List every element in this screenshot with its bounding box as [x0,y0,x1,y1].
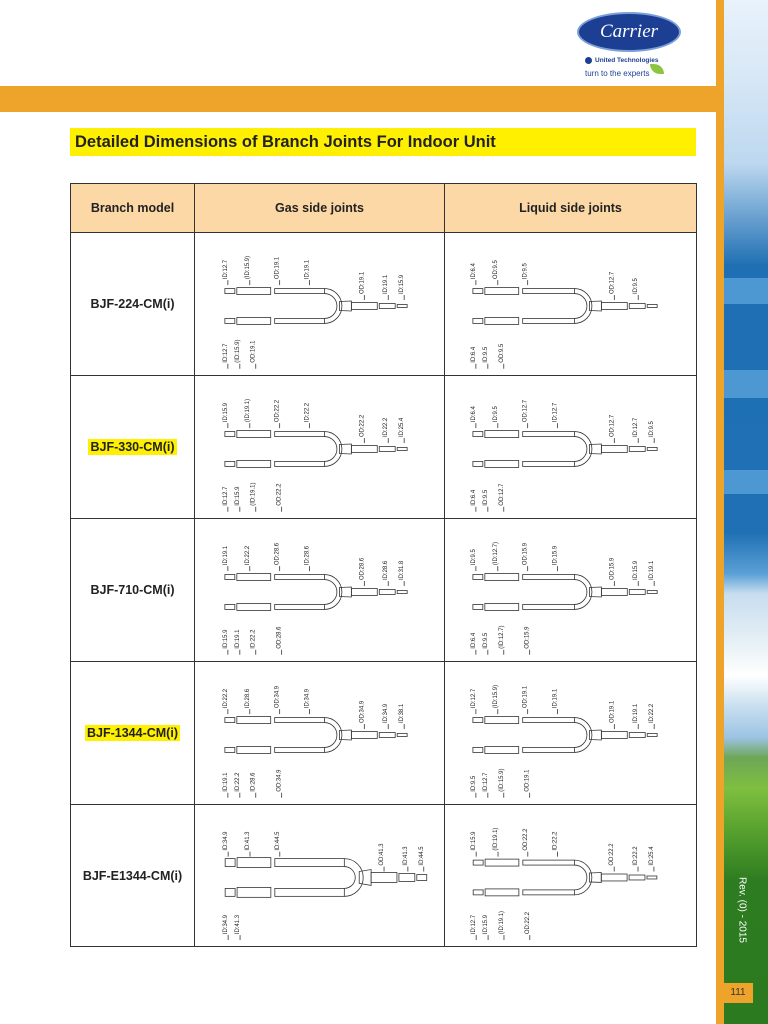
branch-joint-drawing [195,662,444,804]
dimension-label: ID:28.6 [244,688,251,709]
pipe-segment [647,876,657,879]
dimension-label: ID:28.6 [383,560,390,581]
u-bend [324,580,336,605]
dimension-label: ID:12.7 [222,343,229,363]
header-liquid-side-joints: Liquid side joints [445,184,697,233]
pipe-segment [647,590,657,593]
dimension-label: ID:19.1 [304,259,311,280]
dimension-label: ID:28.6 [304,545,311,566]
pipe-segment [397,304,407,307]
gas-side-joint-diagram [195,662,445,805]
pipe-segment [225,747,235,752]
dimension-label: OD:22.2 [276,483,283,506]
pipe-segment [473,604,483,609]
dimension-label: ID:41.3 [245,831,251,851]
pipe-segment [225,432,235,437]
dimension-label: ID:6.4 [470,406,477,423]
dimension-label: OD:19.1 [522,685,529,709]
dimension-label: ID:9.5 [482,489,489,506]
table-row [71,805,697,947]
liquid-side-joint-diagram [445,233,697,376]
gas-side-joint-diagram [195,519,445,662]
dimension-label: ID:15.9 [222,402,229,423]
pipe-segment [237,717,271,724]
branch-joint-drawing [445,519,696,661]
u-bend [324,294,336,319]
dimension-label: (ID:12.7) [498,625,505,649]
pipe-segment [473,747,483,752]
dimension-label: (ID:12.7) [492,541,499,566]
pipe-segment [629,875,645,880]
u-bend [344,867,355,889]
pipe-segment [275,604,325,609]
pipe-segment [275,289,325,294]
pipe-segment [237,460,271,467]
pipe-segment [485,889,519,896]
dimension-label: ID:22.2 [222,688,229,709]
brand-tagline: turn to the experts [585,69,650,78]
pipe-segment [601,303,627,310]
dimension-label: ID:19.1 [552,688,559,709]
pipe-segment [473,432,483,437]
branch-model-cell [71,233,195,376]
pipe-segment [523,860,575,865]
dimension-label: OD:22.2 [522,828,529,851]
pipe-segment [225,718,235,723]
pipe-segment [275,859,345,867]
leaf-icon [650,64,664,74]
dimension-label: OD:15.9 [522,542,529,566]
dimension-label: (ID:15.9) [234,339,241,363]
branch-joint-drawing [195,519,444,661]
dimension-label: ID:9.5 [649,421,656,438]
pipe-segment [397,733,407,736]
dimension-label: ID:19.1 [234,629,241,649]
pipe-segment [601,732,627,739]
pipe-segment [601,446,627,453]
branch-model-name: BJF-E1344-CM(i) [82,868,183,883]
pipe-segment [523,718,575,723]
dimension-label: OD:28.6 [276,626,283,649]
pipe-segment [351,446,377,453]
pipe-segment [485,603,519,610]
branch-joint-drawing [445,662,696,804]
dimension-label: ID:22.2 [649,703,656,724]
pipe-segment [275,718,325,723]
dimension-label: OD:19.1 [359,271,366,295]
pipe-segment [351,589,377,596]
dimension-label: ID:9.5 [492,406,499,423]
header-orange-band [0,86,716,112]
pipe-segment [523,318,575,323]
pipe-segment [237,746,271,753]
pipe-segment [629,447,645,452]
pipe-segment [237,317,271,324]
dimension-label: ID:19.1 [383,274,390,295]
branch-joint-drawing [195,805,444,946]
pipe-segment [275,461,325,466]
dimension-label: ID:9.5 [482,346,489,363]
dimension-label: (ID:19.1) [498,910,505,935]
pipe-segment [225,888,235,896]
dimension-label: ID:22.2 [383,417,390,438]
u-bend [344,859,363,897]
dimension-label: ID:22.2 [250,629,257,649]
pipe-segment [647,304,657,307]
dimension-label: OD:19.1 [609,700,616,724]
u-bend [574,580,586,605]
branch-joint-table [70,183,697,947]
dimension-label: OD:22.2 [609,843,616,866]
dimension-label: ID:9.5 [470,775,477,792]
dimension-label: ID:31.8 [399,560,406,581]
pipe-segment [523,890,575,895]
pipe-segment [379,590,395,595]
u-bend [574,294,586,319]
dimension-label: OD:12.7 [609,414,616,438]
pipe-segment [523,432,575,437]
dimension-label: ID:22.2 [633,846,640,866]
dimension-label: OD:19.1 [524,769,531,792]
pipe-segment [485,317,519,324]
dimension-label: OD:15.9 [524,626,531,649]
pipe-segment [647,447,657,450]
pipe-segment [473,289,483,294]
branch-model-cell [71,805,195,947]
pipe-segment [523,747,575,752]
dimension-label: ID:22.2 [304,402,311,423]
dimension-label: ID:12.7 [470,688,477,709]
u-bend [574,865,586,890]
table-row [71,376,697,519]
pipe-segment [473,318,483,323]
dimension-label: OD:15.9 [609,557,616,581]
pipe-segment [417,875,427,881]
page-number: 111 [723,983,753,1003]
dimension-label: OD:34.9 [359,700,366,724]
dimension-label: (ID:19.1) [493,827,500,851]
table-header-row [71,184,697,233]
pipe-segment [523,289,575,294]
reducer [359,870,371,886]
pipe-segment [473,890,483,895]
pipe-segment [225,289,235,294]
branch-model-cell [71,519,195,662]
dimension-label: ID:22.2 [552,831,559,851]
dimension-label: OD:12.7 [498,483,505,506]
dimension-label: (ID:15.9) [492,684,499,709]
dimension-label: ID:9.5 [470,549,477,566]
dimension-label: ID:6.4 [470,632,477,649]
dimension-label: ID:34.9 [223,914,230,935]
dimension-label: OD:28.6 [359,557,366,581]
pipe-segment [485,717,519,724]
liquid-side-joint-diagram [445,662,697,805]
pipe-segment [237,858,271,868]
dimension-label: ID:15.9 [483,914,490,935]
dimension-label: ID:19.1 [633,703,640,724]
side-light-block [724,278,768,304]
dimension-label: ID:6.4 [470,489,477,506]
dimension-label: ID:9.5 [482,632,489,649]
dimension-label: ID:15.9 [552,545,559,566]
dimension-label: ID:25.4 [648,846,655,866]
dimension-label: OD:28.6 [274,542,281,566]
pipe-segment [225,575,235,580]
dimension-label: ID:6.4 [470,346,477,363]
dimension-label: ID:41.3 [235,914,242,935]
dimension-label: OD:34.9 [274,685,281,709]
u-bend [324,437,336,462]
pipe-segment [485,460,519,467]
pipe-segment [485,288,519,295]
gas-side-joint-diagram [195,233,445,376]
branch-model-name: BJF-224-CM(i) [90,297,175,311]
dimension-label: ID:9.5 [522,263,529,280]
dimension-label: OD:19.1 [274,256,281,280]
dimension-label: (ID:15.9) [244,255,251,280]
branch-joint-drawing [445,805,696,946]
dimension-label: ID:15.9 [399,274,406,295]
dimension-label: (ID:19.1) [244,398,251,423]
pipe-segment [629,733,645,738]
pipe-segment [237,288,271,295]
dimension-label: ID:15.9 [471,831,478,851]
pipe-segment [473,575,483,580]
gas-side-joint-diagram [195,376,445,519]
dimension-label: ID:15.9 [633,560,640,581]
dimension-label: OD:41.3 [379,843,386,866]
dimension-label: ID:38.1 [399,703,406,724]
carrier-logo: Carrier [577,12,681,52]
dimension-label: OD:34.9 [276,769,283,792]
dimension-label: (ID:15.9) [498,768,505,792]
gas-side-joint-diagram [195,805,445,947]
united-technologies-label: United Technologies [585,57,658,64]
dimension-label: OD:22.2 [524,911,531,935]
dimension-label: ID:19.1 [222,772,229,792]
side-light-block [724,370,768,398]
dimension-label: OD:9.5 [492,260,499,280]
u-bend [324,723,336,748]
pipe-segment [225,859,235,867]
branch-model-cell [71,376,195,519]
pipe-segment [237,887,271,897]
dimension-label: ID:12.7 [633,417,640,438]
pipe-segment [225,461,235,466]
pipe-segment [485,431,519,438]
pipe-segment [371,873,397,883]
pipe-segment [275,575,325,580]
pipe-segment [275,432,325,437]
pipe-segment [379,447,395,452]
dimension-label: ID:44.5 [418,846,425,866]
pipe-segment [225,604,235,609]
dimension-label: (ID:19.1) [250,482,257,506]
pipe-segment [275,747,325,752]
table-row [71,662,697,805]
branch-joint-drawing [195,376,444,518]
dimension-label: ID:12.7 [482,772,489,792]
branch-joint-drawing [195,233,444,375]
liquid-side-joint-diagram [445,805,697,947]
liquid-side-joint-diagram [445,376,697,519]
pipe-segment [225,318,235,323]
side-light-block [724,470,768,494]
pipe-segment [351,303,377,310]
dimension-label: ID:15.9 [222,629,229,649]
branch-joint-drawing [445,233,696,375]
dimension-label: ID:25.4 [399,417,406,438]
pipe-segment [601,589,627,596]
table-row [71,233,697,376]
pipe-segment [237,603,271,610]
pipe-segment [523,461,575,466]
dimension-label: ID:12.7 [222,486,229,506]
branch-model-cell [71,662,195,805]
branch-model-name: BJF-710-CM(i) [90,583,175,597]
pipe-segment [397,590,407,593]
dimension-label: ID:19.1 [649,560,656,581]
dimension-label: OD:22.2 [359,414,366,438]
pipe-segment [379,304,395,309]
pipe-segment [351,732,377,739]
pipe-segment [629,590,645,595]
pipe-segment [601,874,627,881]
revision-label: Rev. (0) - 2015 [736,877,748,943]
dimension-label: ID:34.9 [304,688,311,709]
table-row [71,519,697,662]
branch-model-name: BJF-1344-CM(i) [87,726,178,740]
pipe-segment [485,859,519,866]
dimension-label: ID:9.5 [633,278,640,295]
dimension-label: OD:9.5 [498,343,505,363]
pipe-segment [237,431,271,438]
dimension-label: ID:44.5 [274,831,281,851]
pipe-segment [399,874,415,882]
dimension-label: ID:15.9 [234,486,241,506]
dimension-label: ID:41.3 [402,846,409,866]
branch-joint-drawing [445,376,696,518]
branch-model-name: BJF-330-CM(i) [90,440,175,454]
u-bend [574,437,586,462]
liquid-side-joint-diagram [445,519,697,662]
dimension-label: ID:28.6 [250,772,257,792]
header-branch-model: Branch model [71,184,195,233]
dimension-label: ID:22.2 [234,772,241,792]
pipe-segment [379,733,395,738]
pipe-segment [523,604,575,609]
pipe-segment [523,575,575,580]
dimension-label: ID:12.7 [552,402,559,423]
pipe-segment [275,888,345,896]
dimension-label: OD:19.1 [250,340,257,363]
pipe-segment [473,860,483,865]
dimension-label: ID:19.1 [222,545,229,566]
page-title: Detailed Dimensions of Branch Joints For Indoor Unit [70,128,696,156]
header-gas-side-joints: Gas side joints [195,184,445,233]
dimension-label: OD:12.7 [609,271,616,295]
dimension-label: ID:12.7 [222,259,229,280]
dimension-label: ID:34.9 [223,831,230,851]
pipe-segment [485,746,519,753]
pipe-segment [629,304,645,309]
pipe-segment [237,574,271,581]
dimension-label: ID:22.2 [244,545,251,566]
pipe-segment [647,733,657,736]
pipe-segment [485,574,519,581]
pipe-segment [275,318,325,323]
pipe-segment [397,447,407,450]
dimension-label: ID:12.7 [471,914,478,935]
pipe-segment [473,718,483,723]
ut-logo-icon [585,57,592,64]
dimension-label: OD:12.7 [522,399,529,423]
pipe-segment [473,461,483,466]
dimension-label: ID:34.9 [383,703,390,724]
dimension-label: OD:22.2 [274,399,281,423]
dimension-label: ID:6.4 [470,263,477,280]
u-bend [574,723,586,748]
